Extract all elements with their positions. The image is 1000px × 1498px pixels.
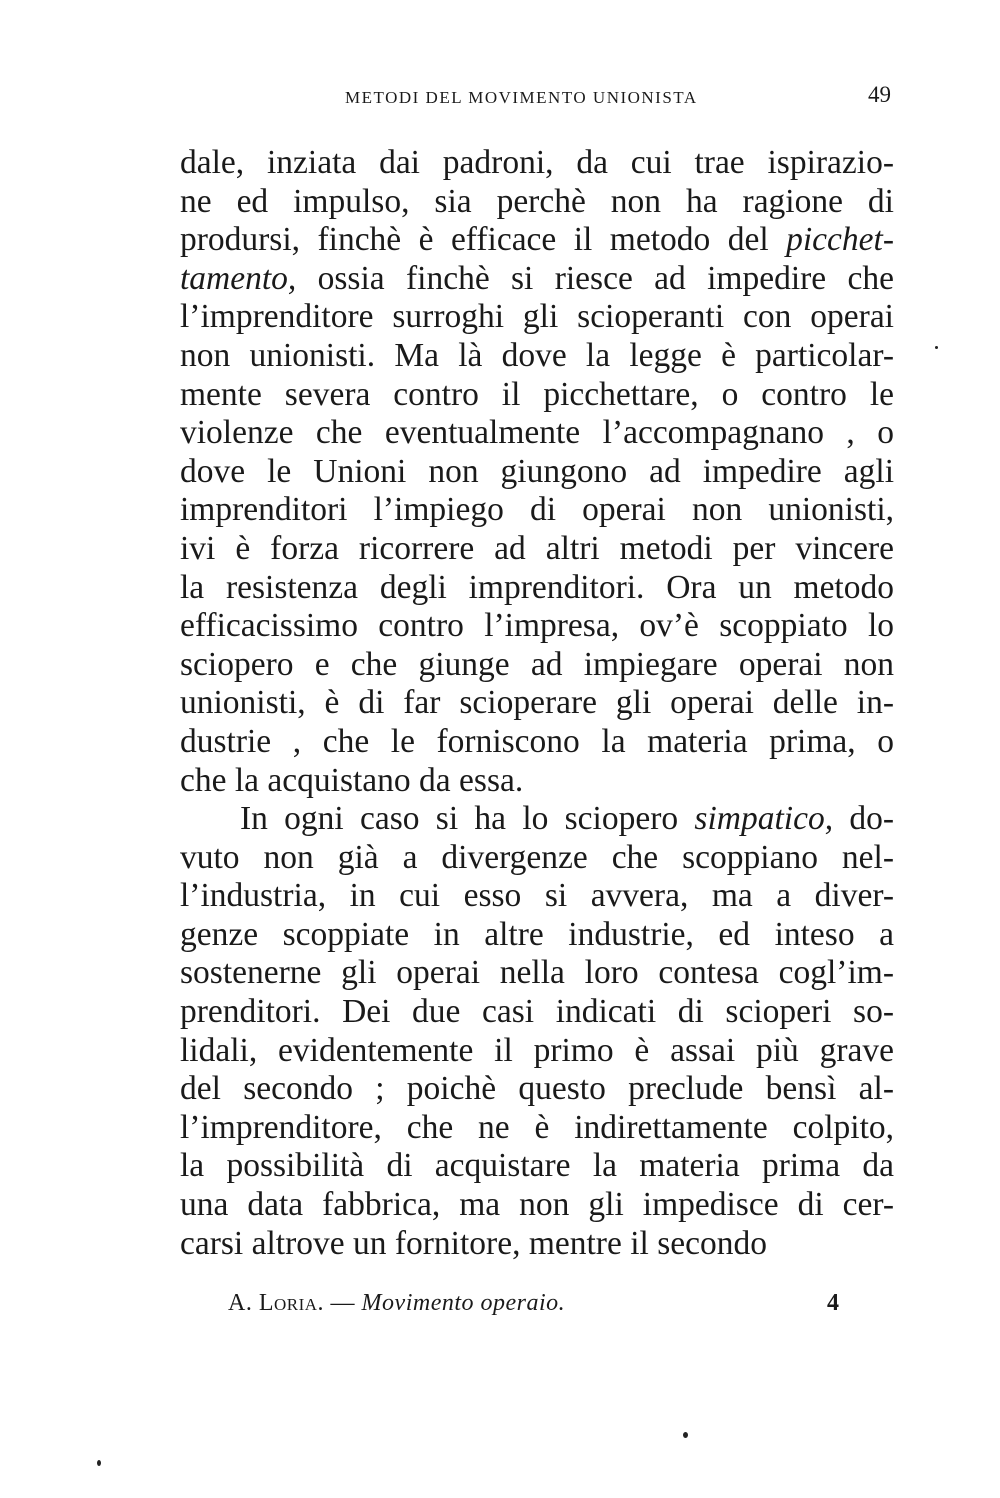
text-segment: dove le Unioni non giungono ad impedire agli (180, 452, 894, 490)
text-line (180, 916, 894, 955)
italic-segment: picchet- (786, 221, 894, 259)
text-segment: sciopero e che giunge ad impiegare operai non (180, 645, 894, 683)
text-segment: la possibilità di acquistare la materia prima da (180, 1147, 894, 1185)
text-segment: non unionisti. Ma là dove la legge è particolar- (180, 336, 894, 374)
text-line (180, 723, 894, 762)
text-segment: la resistenza degli imprenditori. Ora un metodo (180, 568, 894, 606)
text-segment: prenditori. Dei due casi indicati di scioperi so- (180, 993, 894, 1031)
text-line (180, 993, 894, 1032)
text-segment: l’imprenditore surroghi gli scioperanti con operai (180, 298, 894, 336)
ink-speck (97, 1460, 101, 1466)
text-segment: l’industria, in cui esso si avvera, ma a diver- (180, 877, 894, 915)
text-line (180, 337, 894, 376)
page-number: 49 (868, 82, 891, 107)
text-line (180, 491, 894, 530)
text-segment: sostenerne gli operai nella loro contesa cogl’im- (180, 954, 894, 992)
text-line (180, 646, 894, 685)
text-line (180, 839, 894, 878)
text-segment: che la acquistano da essa. (180, 761, 524, 799)
text-line (180, 453, 894, 492)
text-segment: do- (833, 800, 895, 838)
text-line (180, 183, 894, 222)
text-line (180, 1070, 894, 1109)
text-line (180, 1225, 894, 1264)
text-segment: l’imprenditore, che ne è indirettamente colpito, (180, 1108, 894, 1146)
ink-speck (935, 346, 938, 349)
signature-number: 4 (827, 1290, 839, 1316)
text-line (180, 877, 894, 916)
text-segment: lidali, evidentemente il primo è assai più grave (180, 1031, 894, 1069)
text-segment: violenze che eventualmente l’accompagnano , o (180, 414, 894, 452)
text-segment: mente severa contro il picchettare, o contro le (180, 375, 894, 413)
text-segment: dustrie , che le forniscono la materia prima, o (180, 722, 894, 760)
text-segment: ossia finchè si riesce ad impedire che (296, 259, 894, 297)
text-segment: In ogni caso si ha lo sciopero (240, 800, 695, 838)
signature-line (228, 1290, 565, 1317)
text-line (180, 298, 894, 337)
body-text (180, 144, 894, 1263)
running-head: METODI DEL MOVIMENTO UNIONISTA (345, 88, 698, 107)
text-segment: efficacissimo contro l’impresa, ov’è scoppiato lo (180, 607, 894, 645)
text-line (180, 414, 894, 453)
text-segment: dale, inziata dai padroni, da cui trae ispirazio- (180, 144, 894, 181)
text-segment: ivi è forza ricorrere ad altri metodi per vincere (180, 529, 894, 567)
text-line (180, 221, 894, 260)
italic-segment: simpatico, (694, 800, 834, 838)
text-line (180, 684, 894, 723)
ink-speck (683, 1432, 688, 1438)
text-segment: del secondo ; poichè questo preclude bensì al- (180, 1070, 894, 1108)
text-line (180, 1147, 894, 1186)
text-line (180, 1186, 894, 1225)
text-line (180, 762, 894, 801)
text-line (180, 144, 894, 183)
italic-segment: tamento, (180, 259, 297, 297)
text-segment: genze scoppiate in altre industrie, ed inteso a (180, 915, 894, 953)
signature-author: A. Loria. — (228, 1290, 362, 1316)
text-line (180, 607, 894, 646)
text-segment: ne ed impulso, sia perchè non ha ragione di (180, 182, 894, 220)
text-line (180, 800, 894, 839)
text-segment: vuto non già a divergenze che scoppiano nel- (180, 838, 894, 876)
text-line (180, 376, 894, 415)
text-line (180, 530, 894, 569)
signature-work-title: Movimento operaio. (361, 1290, 566, 1316)
text-segment: imprenditori l’impiego di operai non unionisti, (180, 491, 894, 529)
text-line (180, 1109, 894, 1148)
text-line (180, 954, 894, 993)
text-line (180, 260, 894, 299)
text-line (180, 1032, 894, 1071)
text-segment: carsi altrove un fornitore, mentre il secondo (180, 1224, 767, 1262)
text-segment: una data fabbrica, ma non gli impedisce di cer- (180, 1186, 894, 1224)
text-segment: unionisti, è di far scioperare gli operai delle in- (180, 684, 894, 722)
text-line (180, 569, 894, 608)
text-segment: prodursi, finchè è efficace il metodo del (180, 221, 787, 259)
